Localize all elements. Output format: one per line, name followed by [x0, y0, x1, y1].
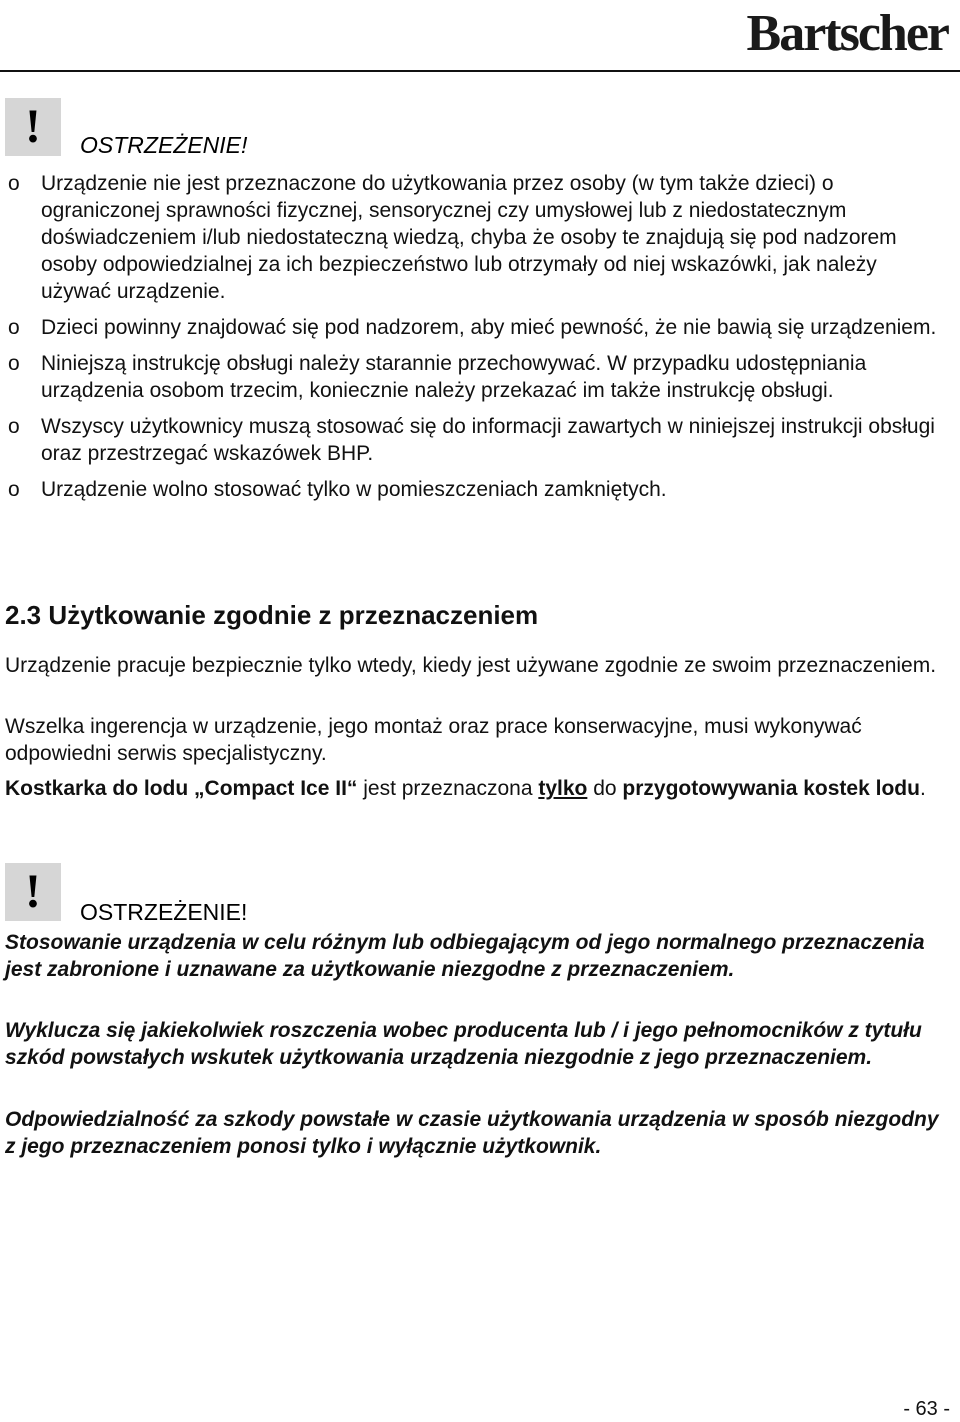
purpose-text: przygotowywania kostek lodu [622, 777, 920, 800]
page-number: - 63 - [903, 1398, 950, 1420]
warning-paragraph: Odpowiedzialność za szkody powstałe w czasie użytkowania urządzenia w sposób niezgodny z jego przeznaczeniem ponosi tylko i wyłącznie użytkownik. [5, 1108, 939, 1158]
list-item-text: Niniejszą instrukcję obsługi należy starannie przechowywać. W przypadku udostępniania urządzenia osobom trzecim, koniecznie należy przekazać im także instrukcję obsługi. [41, 352, 867, 402]
list-item [8, 413, 948, 467]
warning-icon: ! [5, 863, 61, 921]
bullet-marker: o [8, 172, 20, 195]
product-name: Kostkarka do lodu „Compact Ice II“ [5, 777, 358, 800]
warning-paragraph: Wyklucza się jakiekolwiek roszczenia wobec producenta lub / i jego pełnomocników z tytułu szkód powstałych wskutek użytkowania urządzenia niezgodnie z jego przeznaczeniem. [5, 1019, 922, 1069]
paragraph: Wszelka ingerencja w urządzenie, jego montaż oraz prace konserwacyjne, musi wykonywać odpowiedni serwis specjalistyczny. [5, 715, 862, 765]
list-item-text: Urządzenie wolno stosować tylko w pomieszczeniach zamkniętych. [41, 478, 667, 501]
list-item-text: Dzieci powinny znajdować się pod nadzorem, aby mieć pewność, że nie bawią się urządzeniem. [41, 316, 937, 339]
list-item-text: Urządzenie nie jest przeznaczone do użytkowania przez osoby (w tym także dzieci) o ograniczonej sprawności fizycznej, sensorycznej czy umysłowej lub z niedostatecznym doświadczeniem i/lub niedostateczną wiedzą, chyba że osoby te znajdują się pod nadzorem osoby odpowiedzialnej za ich bezpieczeństwo lub otrzymały od niej wskazówki, jak należy używać urządzenie. [41, 172, 897, 303]
warning-paragraph: Stosowanie urządzenia w celu różnym lub odbiegającym od jego normalnego przeznaczenia jest zabronione i uznawane za użytkowanie niezgodne z przeznaczeniem. [5, 931, 925, 981]
list-item [8, 170, 948, 305]
paragraph: Urządzenie pracuje bezpiecznie tylko wtedy, kiedy jest używane zgodnie ze swoim przeznaczeniem. [5, 654, 937, 677]
list-item-text: Wszyscy użytkownicy muszą stosować się do informacji zawartych w niniejszej instrukcji obsługi oraz przestrzegać wskazówek BHP. [41, 415, 935, 465]
bullet-marker: o [8, 415, 20, 438]
text-span: . [919, 777, 926, 800]
logo-text: Bartscher [746, 5, 948, 62]
warning-list [8, 170, 948, 512]
list-item [8, 314, 948, 341]
text-span: do [587, 777, 623, 800]
emphasis-only: tylko [538, 777, 588, 800]
warning-title: OSTRZEŻENIE! [80, 132, 248, 158]
header-divider [0, 70, 960, 72]
paragraph-product [5, 775, 945, 802]
text-span: jest przeznaczona [357, 777, 539, 800]
bullet-marker: o [8, 478, 20, 501]
warning-icon: ! [5, 98, 61, 156]
warning-title: OSTRZEŻENIE! [80, 899, 248, 925]
list-item [8, 476, 948, 503]
list-item [8, 350, 948, 404]
bullet-marker: o [8, 352, 20, 375]
section-heading: 2.3 Użytkowanie zgodnie z przeznaczeniem [5, 600, 539, 630]
bullet-marker: o [8, 316, 20, 339]
bartscher-logo [747, 2, 948, 66]
